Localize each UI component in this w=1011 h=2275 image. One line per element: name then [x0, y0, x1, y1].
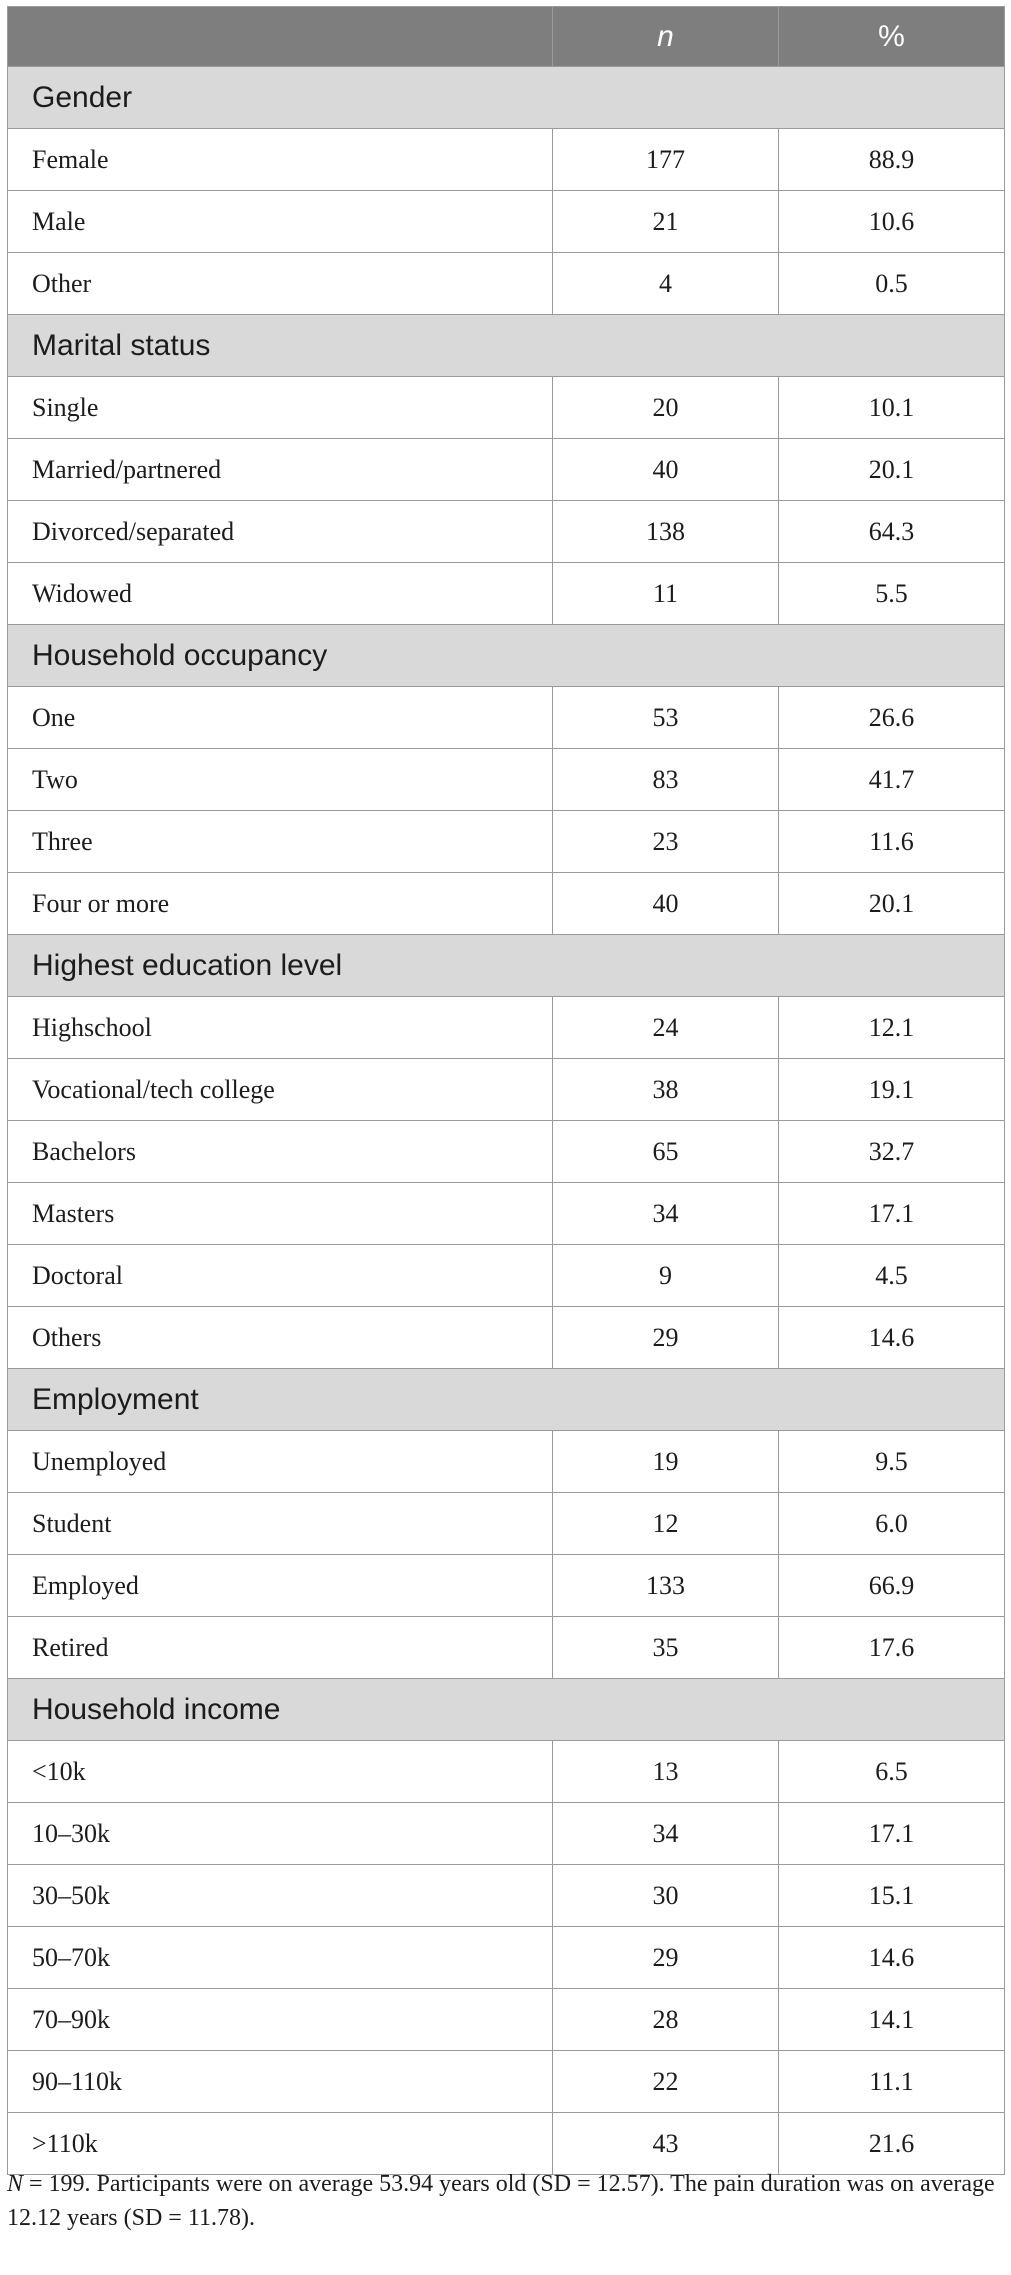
row-percent-cell: 6.0 [779, 1493, 1005, 1555]
row-n-cell: 9 [553, 1245, 779, 1307]
row-label-cell: Doctoral [8, 1245, 553, 1307]
table-row [8, 1493, 1005, 1555]
table-row [8, 1183, 1005, 1245]
row-n-cell: 40 [553, 873, 779, 935]
row-label-cell: <10k [8, 1741, 553, 1803]
table-row [8, 1307, 1005, 1369]
header-label-cell [8, 7, 553, 67]
row-label-cell: Other [8, 253, 553, 315]
row-n-cell: 38 [553, 1059, 779, 1121]
row-n-cell: 19 [553, 1431, 779, 1493]
section-header-row [8, 1369, 1005, 1431]
row-label-cell: Bachelors [8, 1121, 553, 1183]
table-footnote [7, 2167, 1004, 2235]
table-row [8, 253, 1005, 315]
row-label-cell: Retired [8, 1617, 553, 1679]
row-label-cell: 50–70k [8, 1927, 553, 1989]
row-n-cell: 34 [553, 1183, 779, 1245]
row-percent-cell: 17.1 [779, 1183, 1005, 1245]
row-percent-cell: 10.6 [779, 191, 1005, 253]
row-n-cell: 24 [553, 997, 779, 1059]
section-title: Marital status [8, 315, 1005, 377]
row-n-cell: 20 [553, 377, 779, 439]
table-row [8, 1741, 1005, 1803]
row-percent-cell: 66.9 [779, 1555, 1005, 1617]
table-row [8, 1927, 1005, 1989]
row-label-cell: Single [8, 377, 553, 439]
section-header-row [8, 625, 1005, 687]
row-n-cell: 83 [553, 749, 779, 811]
table-row [8, 1617, 1005, 1679]
table-row [8, 2113, 1005, 2175]
section-title: Household income [8, 1679, 1005, 1741]
row-percent-cell: 21.6 [779, 2113, 1005, 2175]
row-label-cell: Female [8, 129, 553, 191]
table-row [8, 749, 1005, 811]
row-n-cell: 65 [553, 1121, 779, 1183]
row-label-cell: >110k [8, 2113, 553, 2175]
row-label-cell: Unemployed [8, 1431, 553, 1493]
header-percent-cell: % [779, 7, 1005, 67]
row-n-cell: 30 [553, 1865, 779, 1927]
table-row [8, 873, 1005, 935]
row-percent-cell: 17.1 [779, 1803, 1005, 1865]
table-row [8, 1989, 1005, 2051]
row-label-cell: Four or more [8, 873, 553, 935]
table-row [8, 1803, 1005, 1865]
row-label-cell: 30–50k [8, 1865, 553, 1927]
row-percent-cell: 20.1 [779, 873, 1005, 935]
table-row [8, 2051, 1005, 2113]
row-label-cell: Masters [8, 1183, 553, 1245]
row-n-cell: 34 [553, 1803, 779, 1865]
section-header-row [8, 1679, 1005, 1741]
section-header-row [8, 67, 1005, 129]
row-n-cell: 21 [553, 191, 779, 253]
table-body [8, 67, 1005, 2175]
row-percent-cell: 64.3 [779, 501, 1005, 563]
table-row [8, 687, 1005, 749]
row-label-cell: Others [8, 1307, 553, 1369]
section-title: Gender [8, 67, 1005, 129]
row-label-cell: 10–30k [8, 1803, 553, 1865]
row-percent-cell: 32.7 [779, 1121, 1005, 1183]
table-row [8, 1431, 1005, 1493]
row-n-cell: 138 [553, 501, 779, 563]
table-row [8, 1555, 1005, 1617]
row-n-cell: 28 [553, 1989, 779, 2051]
row-percent-cell: 20.1 [779, 439, 1005, 501]
row-label-cell: Vocational/tech college [8, 1059, 553, 1121]
row-percent-cell: 15.1 [779, 1865, 1005, 1927]
table-row [8, 129, 1005, 191]
row-percent-cell: 11.6 [779, 811, 1005, 873]
row-n-cell: 133 [553, 1555, 779, 1617]
row-label-cell: Highschool [8, 997, 553, 1059]
row-label-cell: Widowed [8, 563, 553, 625]
row-n-cell: 43 [553, 2113, 779, 2175]
row-label-cell: Two [8, 749, 553, 811]
table-row [8, 501, 1005, 563]
section-header-row [8, 935, 1005, 997]
row-percent-cell: 41.7 [779, 749, 1005, 811]
footnote-text: = 199. Participants were on average 53.94 years old (SD = 12.57). The pain duration was on average 12.12 years (SD = 11.78). [7, 2171, 995, 2231]
row-label-cell: Employed [8, 1555, 553, 1617]
row-n-cell: 22 [553, 2051, 779, 2113]
demographics-table-container [7, 6, 1004, 2175]
row-percent-cell: 5.5 [779, 563, 1005, 625]
row-percent-cell: 6.5 [779, 1741, 1005, 1803]
row-label-cell: One [8, 687, 553, 749]
row-percent-cell: 4.5 [779, 1245, 1005, 1307]
section-title: Highest education level [8, 935, 1005, 997]
row-n-cell: 53 [553, 687, 779, 749]
row-percent-cell: 12.1 [779, 997, 1005, 1059]
row-percent-cell: 11.1 [779, 2051, 1005, 2113]
row-percent-cell: 10.1 [779, 377, 1005, 439]
row-percent-cell: 88.9 [779, 129, 1005, 191]
row-n-cell: 4 [553, 253, 779, 315]
header-n-cell: n [553, 7, 779, 67]
row-n-cell: 177 [553, 129, 779, 191]
table-row [8, 377, 1005, 439]
row-percent-cell: 17.6 [779, 1617, 1005, 1679]
table-row [8, 563, 1005, 625]
table-row [8, 191, 1005, 253]
row-n-cell: 13 [553, 1741, 779, 1803]
row-n-cell: 12 [553, 1493, 779, 1555]
row-percent-cell: 19.1 [779, 1059, 1005, 1121]
table-row [8, 1865, 1005, 1927]
row-percent-cell: 0.5 [779, 253, 1005, 315]
row-label-cell: Divorced/separated [8, 501, 553, 563]
row-n-cell: 11 [553, 563, 779, 625]
row-n-cell: 40 [553, 439, 779, 501]
row-label-cell: Married/partnered [8, 439, 553, 501]
row-percent-cell: 14.6 [779, 1307, 1005, 1369]
table-row [8, 811, 1005, 873]
footnote-n-symbol: N [7, 2171, 24, 2197]
table-header-row [8, 7, 1005, 67]
section-title: Household occupancy [8, 625, 1005, 687]
table-row [8, 439, 1005, 501]
row-label-cell: 70–90k [8, 1989, 553, 2051]
row-percent-cell: 14.6 [779, 1927, 1005, 1989]
row-percent-cell: 9.5 [779, 1431, 1005, 1493]
section-header-row [8, 315, 1005, 377]
table-row [8, 997, 1005, 1059]
table-row [8, 1245, 1005, 1307]
demographics-table [7, 6, 1005, 2175]
row-n-cell: 35 [553, 1617, 779, 1679]
row-n-cell: 29 [553, 1927, 779, 1989]
row-label-cell: Three [8, 811, 553, 873]
row-percent-cell: 26.6 [779, 687, 1005, 749]
row-n-cell: 23 [553, 811, 779, 873]
row-label-cell: Student [8, 1493, 553, 1555]
row-label-cell: Male [8, 191, 553, 253]
row-label-cell: 90–110k [8, 2051, 553, 2113]
table-row [8, 1059, 1005, 1121]
table-row [8, 1121, 1005, 1183]
section-title: Employment [8, 1369, 1005, 1431]
row-percent-cell: 14.1 [779, 1989, 1005, 2051]
row-n-cell: 29 [553, 1307, 779, 1369]
